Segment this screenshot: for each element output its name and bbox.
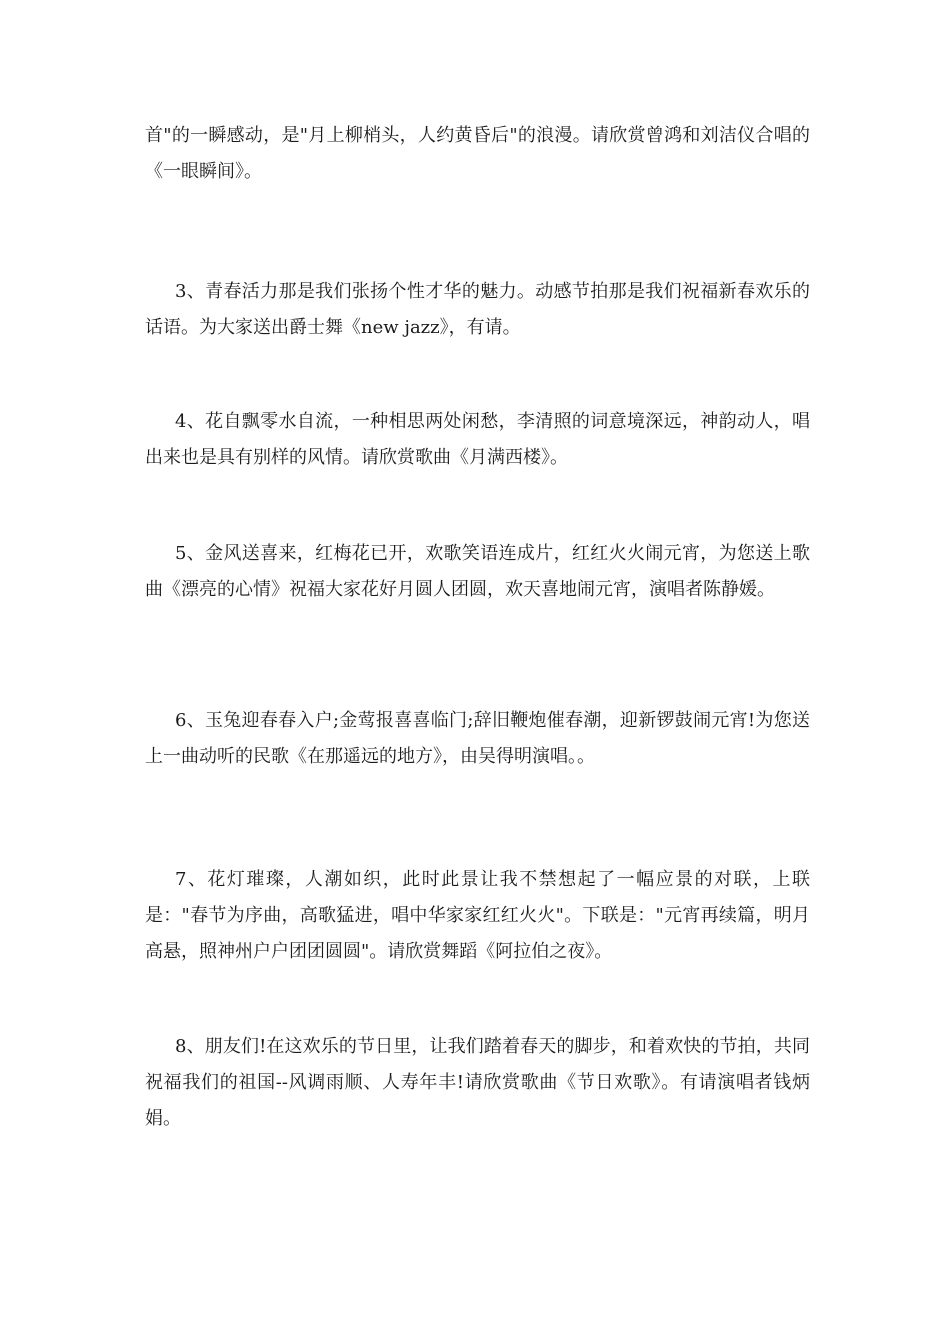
paragraph-item-6: 6、玉兔迎春春入户;金莺报喜喜临门;辞旧鞭炮催春潮，迎新锣鼓闹元宵!为您送上一曲动听的民歌《在那遥远的地方》，由吴得明演唱。。 xyxy=(145,710,810,767)
paragraph-item-8: 8、朋友们!在这欢乐的节日里，让我们踏着春天的脚步，和着欢快的节拍，共同祝福我们的祖国--风调雨顺、人寿年丰!请欣赏歌曲《节日欢歌》。有请演唱者钱炳娟。 xyxy=(145,1036,810,1129)
paragraph-item-4: 4、花自飘零水自流，一种相思两处闲愁，李清照的词意境深远，神韵动人，唱出来也是具有别样的风情。请欣赏歌曲《月满西楼》。 xyxy=(145,411,810,468)
paragraph-continuation: 首"的一瞬感动，是"月上柳梢头，人约黄昏后"的浪漫。请欣赏曾鸿和刘洁仪合唱的《一眼瞬间》。 xyxy=(145,125,810,182)
paragraph-item-7: 7、花灯璀璨，人潮如织，此时此景让我不禁想起了一幅应景的对联，上联是："春节为序曲，高歌猛进，唱中华家家红红火火"。下联是："元宵再续篇，明月高悬，照神州户户团团圆圆"。请欣赏舞蹈《阿拉伯之夜》。 xyxy=(145,869,810,962)
paragraph-item-5: 5、金风送喜来，红梅花已开，欢歌笑语连成片，红红火火闹元宵，为您送上歌曲《漂亮的心情》祝福大家花好月圆人团圆，欢天喜地闹元宵，演唱者陈静媛。 xyxy=(145,543,810,600)
paragraph-item-3: 3、青春活力那是我们张扬个性才华的魅力。动感节拍那是我们祝福新春欢乐的话语。为大家送出爵士舞《new jazz》，有请。 xyxy=(145,281,810,338)
